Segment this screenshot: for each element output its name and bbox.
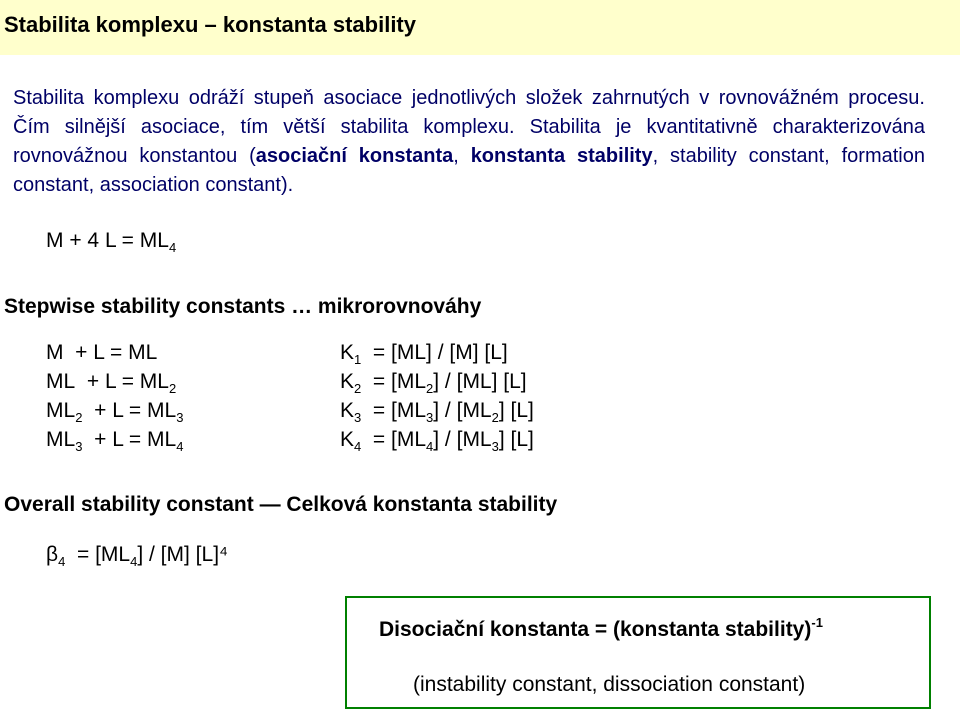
step-constant-2 xyxy=(340,370,527,396)
reaction-product-sub: 4 xyxy=(176,439,184,454)
step-reaction-3 xyxy=(46,399,183,425)
constant-symbol: K xyxy=(340,370,355,393)
constant-symbol-sub: 3 xyxy=(354,410,362,425)
reaction-reactant-sub: 2 xyxy=(75,410,83,425)
constant-expr-2: ] / [ML] [L] xyxy=(433,370,527,393)
step-reaction-2 xyxy=(46,370,176,396)
overall-equation xyxy=(46,229,176,255)
reaction-product: + L = ML xyxy=(86,370,169,393)
overall-equation-main: M + 4 L = ML xyxy=(46,229,169,252)
reaction-product: + L = ML xyxy=(75,341,158,364)
step-reaction-1 xyxy=(46,341,157,367)
constant-expr-2-sub: 2 xyxy=(491,410,499,425)
constant-expr-2-sub: 3 xyxy=(491,439,499,454)
step-constant-4 xyxy=(340,428,534,454)
constant-expr-1: = [ML] / [M] [L] xyxy=(372,341,508,364)
reaction-reactant: ML xyxy=(46,399,76,422)
beta-expr-1-sub: 4 xyxy=(130,554,138,569)
step-constant-1 xyxy=(340,341,508,367)
constant-symbol: K xyxy=(340,341,355,364)
constant-expr-1-sub: 3 xyxy=(426,410,434,425)
constant-symbol-sub: 2 xyxy=(354,381,362,396)
beta-symbol-sub: 4 xyxy=(58,554,66,569)
constant-expr-1: = [ML xyxy=(372,428,427,451)
intro-paragraph xyxy=(13,84,925,200)
reaction-product: + L = ML xyxy=(94,399,177,422)
overall-equation-sub: 4 xyxy=(168,240,177,255)
beta-expr-2: ] / [M] [L]⁴ xyxy=(137,543,229,566)
reaction-product-sub: 2 xyxy=(168,381,177,396)
constant-expr-1: = [ML xyxy=(372,370,427,393)
constant-symbol-sub: 1 xyxy=(354,352,362,367)
dissociation-constant-box xyxy=(345,596,931,709)
dissociation-constant-definition xyxy=(379,615,823,642)
reaction-reactant: M xyxy=(46,341,64,364)
page-title: Stabilita komplexu – konstanta stability xyxy=(4,12,416,37)
constant-symbol: K xyxy=(340,428,355,451)
constant-expr-1-sub: 2 xyxy=(426,381,434,396)
beta-symbol: β xyxy=(46,543,59,566)
intro-bold-association-constant: asociační konstanta xyxy=(255,145,454,167)
overall-heading: Overall stability constant — Celková konstanta stability xyxy=(4,493,558,516)
intro-text-1: Stabilita komplexu odráží stupeň asociace jednotlivých složek zahrnutých v rovnovážném procesu. Čím silnější asociace, tím větší stabilita komplexu. Stabilita je kvantitativně charakterizována rovnovážnou konstantou ( xyxy=(13,87,925,167)
constant-expr-2: ] / [ML xyxy=(433,399,492,422)
constant-expr-3: ] [L] xyxy=(498,399,534,422)
dissociation-constant-text: Disociační konstanta = (konstanta stability) xyxy=(379,618,812,641)
constant-expr-1: = [ML xyxy=(372,399,427,422)
beta-equation xyxy=(46,543,228,569)
constant-expr-2: ] / [ML xyxy=(433,428,492,451)
reaction-reactant: ML xyxy=(46,370,76,393)
step-constant-3 xyxy=(340,399,534,425)
dissociation-constant-english: (instability constant, dissociation constant) xyxy=(413,673,806,696)
constant-expr-1-sub: 4 xyxy=(426,439,434,454)
title-bar xyxy=(0,0,960,55)
intro-bold-stability-constant: konstanta stability xyxy=(470,145,653,167)
intro-text-3: , stability constant, formation constant, association constant). xyxy=(13,145,925,196)
beta-expr-1: = [ML xyxy=(77,543,131,566)
stepwise-heading: Stepwise stability constants … mikrorovnováhy xyxy=(4,295,482,318)
dissociation-constant-exponent: -1 xyxy=(811,615,823,630)
step-reaction-4 xyxy=(46,428,183,454)
reaction-reactant-sub: 3 xyxy=(75,439,83,454)
constant-symbol: K xyxy=(340,399,355,422)
reaction-reactant: ML xyxy=(46,428,76,451)
reaction-product: + L = ML xyxy=(94,428,177,451)
constant-symbol-sub: 4 xyxy=(354,439,362,454)
constant-expr-3: ] [L] xyxy=(498,428,534,451)
intro-text-2: , xyxy=(453,145,471,167)
reaction-product-sub: 3 xyxy=(176,410,184,425)
